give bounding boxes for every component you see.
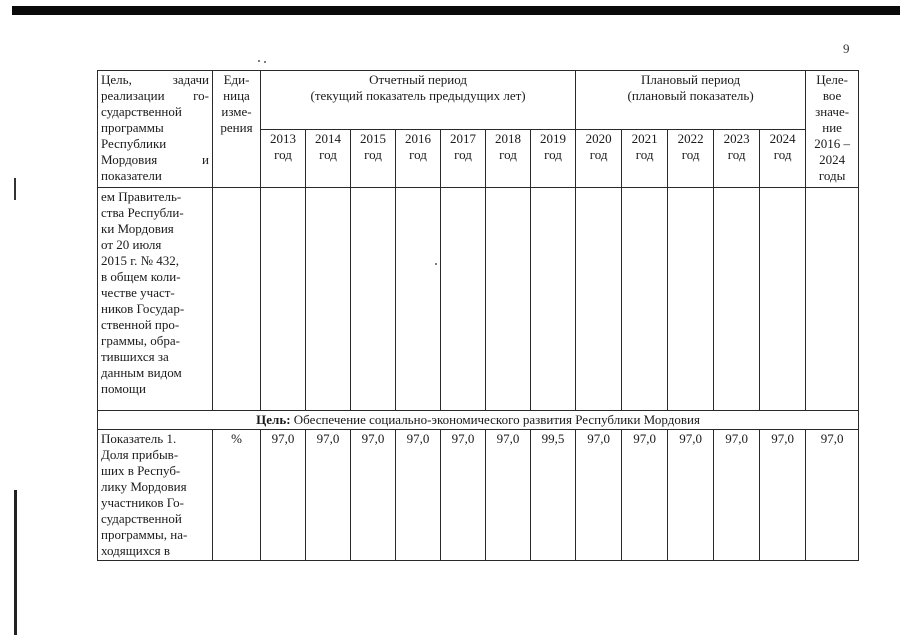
scan-left-mark	[14, 490, 17, 635]
empty-cell	[531, 188, 576, 411]
goal-row	[98, 411, 859, 430]
empty-cell	[351, 188, 396, 411]
empty-cell	[576, 188, 622, 411]
indicator-unit: %	[213, 430, 261, 561]
header-goal-cell: Цель, задачи реализации го- сударственной программы Республики Мордовия и показатели	[98, 71, 213, 188]
year-header: 2020 год	[576, 129, 622, 188]
indicator-value: 97,0	[351, 430, 396, 561]
indicator-value: 97,0	[396, 430, 441, 561]
year-header: 2015 год	[351, 129, 396, 188]
year-header: 2016 год	[396, 129, 441, 188]
page-number: 9	[843, 41, 850, 56]
header-reporting-period: Отчетный период (текущий показатель предыдущих лет)	[261, 71, 576, 130]
year-header: 2013 год	[261, 129, 306, 188]
indicator-row	[98, 430, 859, 561]
year-header: 2023 год	[714, 129, 760, 188]
empty-cell	[760, 188, 806, 411]
indicator-value: 97,0	[576, 430, 622, 561]
header-planned-period: Плановый период (плановый показатель)	[576, 71, 806, 130]
year-header: 2021 год	[622, 129, 668, 188]
continuation-row	[98, 188, 859, 411]
empty-cell	[806, 188, 859, 411]
indicator-table	[97, 70, 859, 561]
year-header: 2018 год	[486, 129, 531, 188]
year-header: 2022 год	[668, 129, 714, 188]
year-header: 2014 год	[306, 129, 351, 188]
indicator-target: 97,0	[806, 430, 859, 561]
indicator-value: 97,0	[622, 430, 668, 561]
scan-left-mark	[14, 178, 16, 200]
empty-cell	[441, 188, 486, 411]
indicator-value: 97,0	[261, 430, 306, 561]
header-unit-cell: Еди- ница изме- рения	[213, 71, 261, 188]
continuation-text-cell: ем Правитель- ства Республи- ки Мордовия от 20 июля 2015 г. № 432, в общем коли- честве участ- ников Государ- ственной про- граммы, обра- тившихся за данным видом помощи	[98, 188, 213, 411]
scan-top-border	[12, 6, 900, 15]
indicator-value: 99,5	[531, 430, 576, 561]
header-row-1	[98, 71, 859, 130]
year-header: 2024 год	[760, 129, 806, 188]
goal-text: Обеспечение социально-экономического развития Республики Мордовия	[293, 412, 700, 427]
indicator-value: 97,0	[760, 430, 806, 561]
indicator-value: 97,0	[714, 430, 760, 561]
empty-cell	[622, 188, 668, 411]
indicator-value: 97,0	[306, 430, 351, 561]
empty-cell	[486, 188, 531, 411]
indicator-value: 97,0	[486, 430, 531, 561]
indicator-value: 97,0	[441, 430, 486, 561]
year-header: 2019 год	[531, 129, 576, 188]
empty-cell	[714, 188, 760, 411]
empty-cell	[396, 188, 441, 411]
empty-cell	[213, 188, 261, 411]
goal-cell	[98, 411, 859, 430]
header-target-cell: Целе- вое значе- ние 2016 – 2024 годы	[806, 71, 859, 188]
empty-cell	[306, 188, 351, 411]
scan-speck	[258, 60, 260, 62]
scan-speck	[264, 61, 266, 63]
indicator-value: 97,0	[668, 430, 714, 561]
empty-cell	[668, 188, 714, 411]
year-header: 2017 год	[441, 129, 486, 188]
empty-cell	[261, 188, 306, 411]
goal-label: Цель:	[256, 412, 291, 427]
indicator-name-cell: Показатель 1. Доля прибыв- ших в Респуб- лику Мордовия участников Го- сударственной программы, на- ходящихся в	[98, 430, 213, 561]
